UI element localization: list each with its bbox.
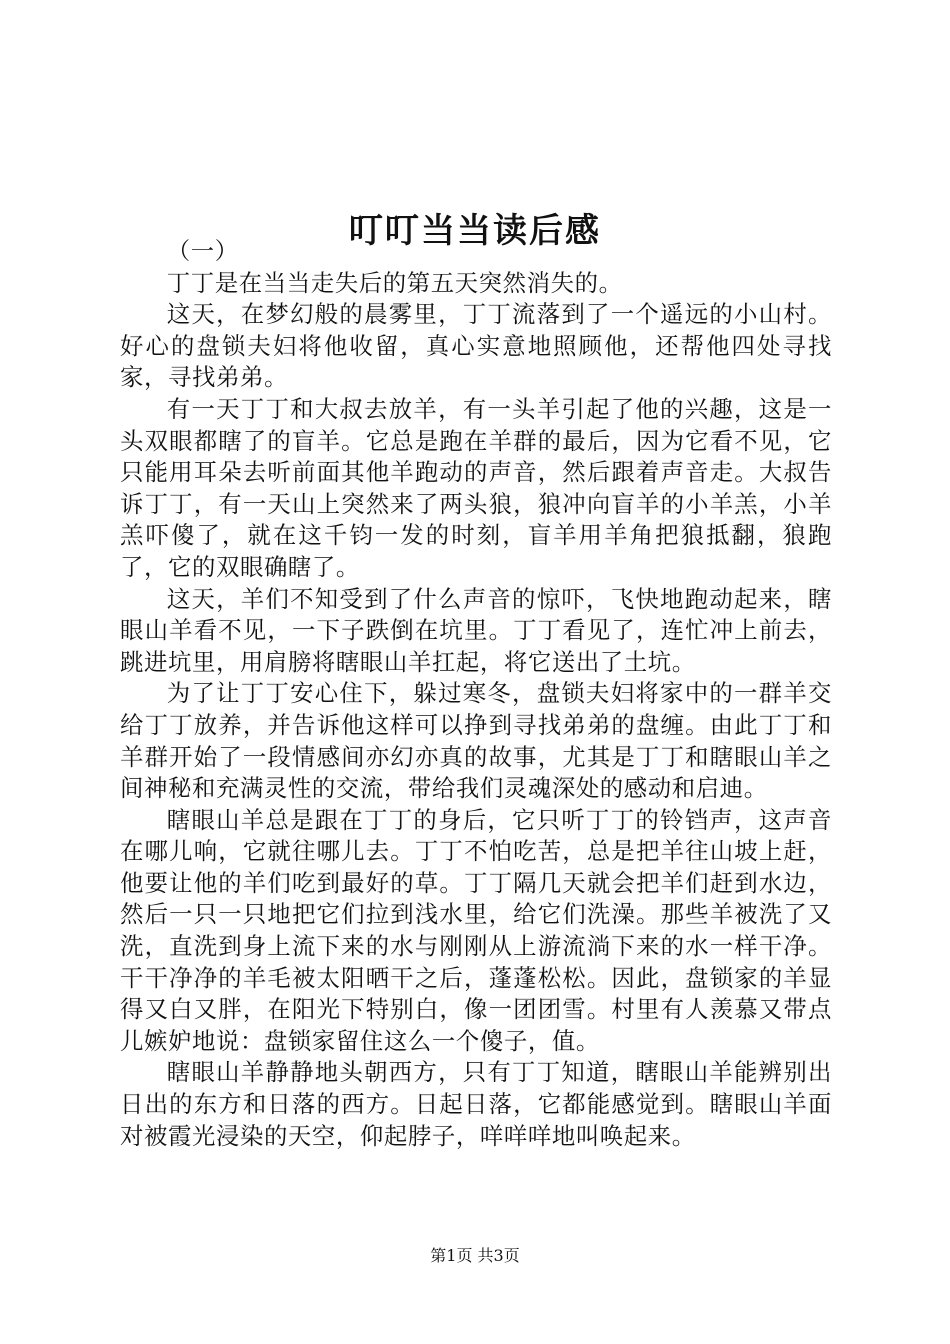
section-label: （一） [166,237,239,265]
document-body [120,236,832,1152]
page-footer: 第1页 共3页 [430,1246,520,1265]
paragraph: 瞎眼山羊总是跟在丁丁的身后，它只听丁丁的铃铛声，这声音在哪儿响，它就往哪儿去。丁丁不怕吃苦，总是把羊往山坡上赶，他要让他的羊们吃到最好的草。丁丁隔几天就会把羊们赶到水边，然后一只一只地把它们拉到浅水里，给它们洗澡。那些羊被洗了又洗，直洗到身上流下来的水与刚刚从上游流淌下来的水一样干净。干干净净的羊毛被太阳晒干之后，蓬蓬松松。因此，盘锁家的羊显得又白又胖，在阳光下特别白，像一团团雪。村里有人羡慕又带点儿嫉妒地说：盘锁家留住这么一个傻子，值。 [120,805,832,1055]
paragraph: 瞎眼山羊静静地头朝西方，只有丁丁知道，瞎眼山羊能辨别出日出的东方和日落的西方。日起日落，它都能感觉到。瞎眼山羊面对被霞光浸染的天空，仰起脖子，咩咩咩地叫唤起来。 [120,1058,832,1150]
paragraph: 这天，羊们不知受到了什么声音的惊吓，飞快地跑动起来，瞎眼山羊看不见，一下子跌倒在坑里。丁丁看见了，连忙冲上前去，跳进坑里，用肩膀将瞎眼山羊扛起，将它送出了土坑。 [120,584,832,676]
paragraph: 为了让丁丁安心住下，躲过寒冬，盘锁夫妇将家中的一群羊交给丁丁放养，并告诉他这样可以挣到寻找弟弟的盘缠。由此丁丁和羊群开始了一段情感间亦幻亦真的故事，尤其是丁丁和瞎眼山羊之间神秘和充满灵性的交流，带给我们灵魂深处的感动和启迪。 [120,679,832,803]
paragraph: 丁丁是在当当走失后的第五天突然消失的。 [166,268,623,297]
document-title: 叮叮当当读后感 [349,210,601,251]
paragraph: 有一天丁丁和大叔去放羊，有一头羊引起了他的兴趣，这是一头双眼都瞎了的盲羊。它总是跑在羊群的最后，因为它看不见，它只能用耳朵去听前面其他羊跑动的声音，然后跟着声音走。大叔告诉丁丁，有一天山上突然来了两头狼，狼冲向盲羊的小羊羔，小羊羔吓傻了，就在这千钧一发的时刻，盲羊用羊角把狼抵翻，狼跑了，它的双眼确瞎了。 [120,394,832,581]
paragraph: 这天，在梦幻般的晨雾里，丁丁流落到了一个遥远的小山村。好心的盘锁夫妇将他收留，真心实意地照顾他，还帮他四处寻找家，寻找弟弟。 [120,300,832,392]
